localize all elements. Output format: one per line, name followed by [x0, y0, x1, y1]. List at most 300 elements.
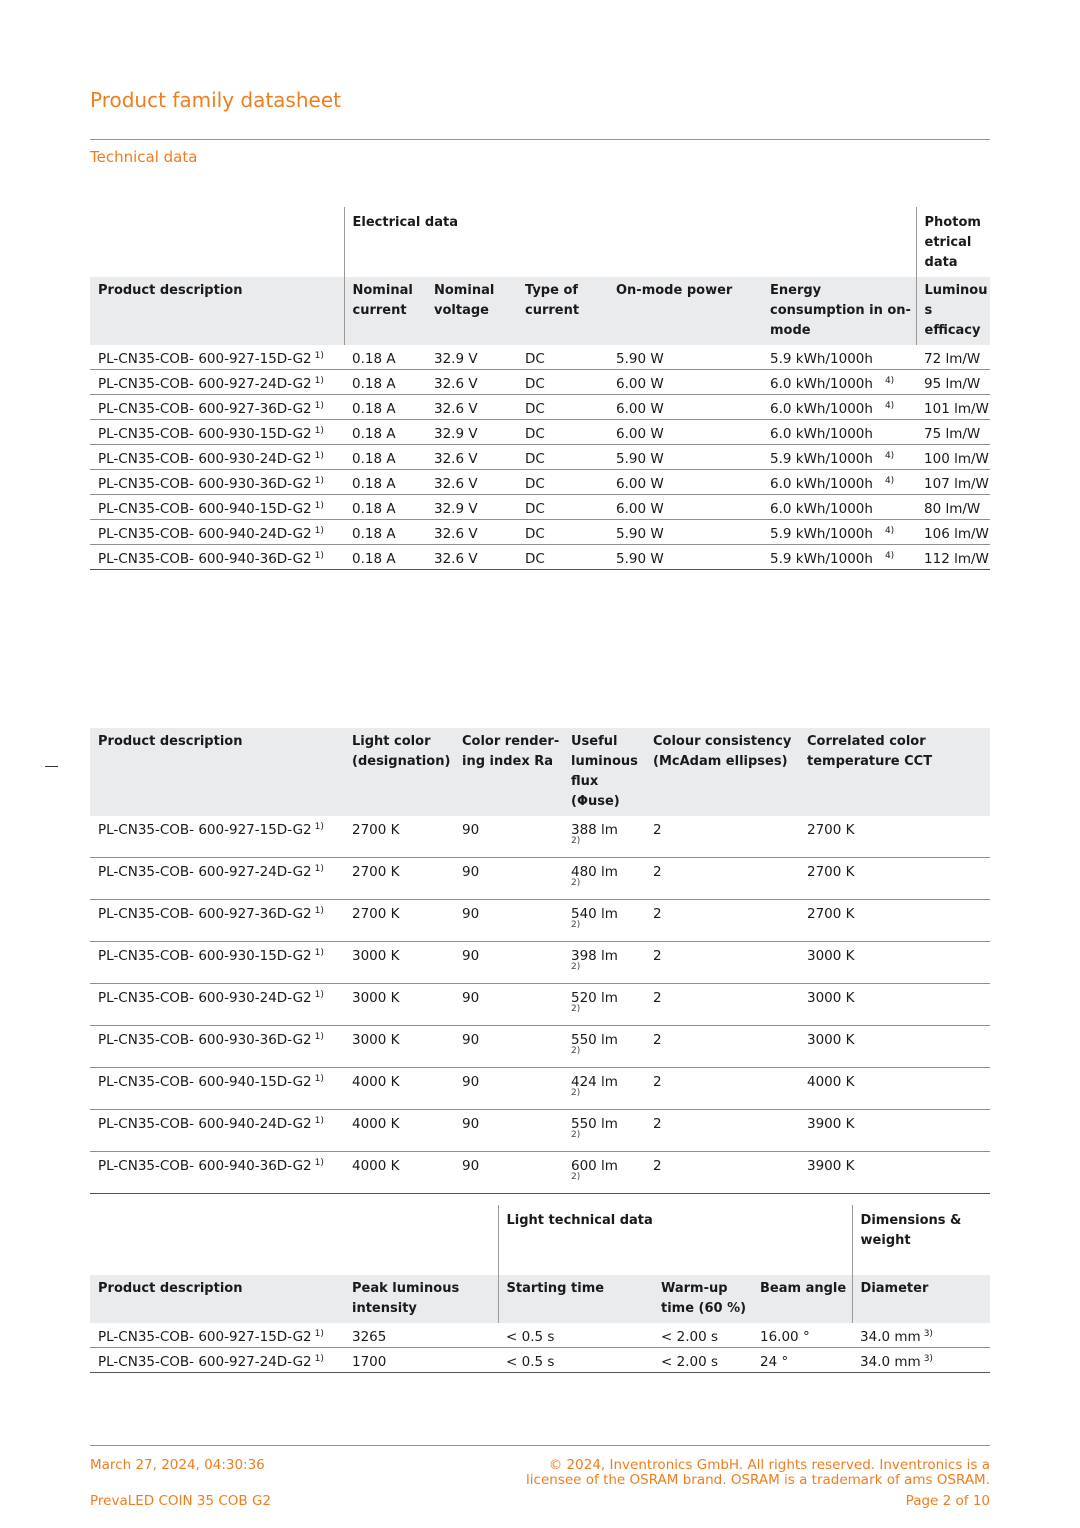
product-description — [90, 545, 344, 570]
energy-consumption — [762, 470, 916, 495]
on-mode-power-value: 6.00 W — [616, 501, 664, 517]
light-color — [344, 1068, 454, 1110]
nominal-voltage-value: 32.6 V — [434, 376, 478, 392]
cri — [454, 900, 563, 942]
nominal-voltage — [426, 545, 517, 570]
cri — [454, 984, 563, 1026]
footnote-ref: 3) — [923, 1354, 933, 1364]
footnote-ref: 1) — [314, 1158, 324, 1168]
cct-value: 3000 K — [807, 1032, 855, 1048]
nominal-current-value: 0.18 A — [352, 351, 396, 367]
product-description-value: PL-CN35-COB- 600-940-24D-G2 — [98, 1116, 312, 1132]
luminous-flux-value: 520 lm — [571, 990, 618, 1006]
starting-time — [498, 1348, 653, 1373]
table-row — [90, 942, 990, 984]
col-nominal-voltage: Nominal voltage — [426, 277, 517, 345]
product-description — [90, 1152, 344, 1194]
light-color-value: 2700 K — [352, 822, 400, 838]
product-description-value: PL-CN35-COB- 600-927-24D-G2 — [98, 1354, 312, 1370]
product-description — [90, 984, 344, 1026]
type-of-current-value: DC — [525, 526, 545, 542]
footnote-ref: 1) — [314, 401, 324, 411]
luminous-efficacy-value: 80 lm/W — [924, 501, 981, 517]
luminous-flux — [563, 1152, 645, 1194]
col-on-mode-power: On-mode power — [608, 277, 762, 345]
cri — [454, 1152, 563, 1194]
nominal-current — [344, 495, 426, 520]
product-description-value: PL-CN35-COB- 600-927-15D-G2 — [98, 822, 312, 838]
col-product-description: Product description — [90, 277, 344, 345]
product-description — [90, 495, 344, 520]
product-description-value: PL-CN35-COB- 600-927-36D-G2 — [98, 401, 312, 417]
table-row — [90, 420, 990, 445]
type-of-current-value: DC — [525, 551, 545, 567]
beam-angle-value: 24 ° — [760, 1354, 789, 1370]
footnote-ref: 1) — [314, 1329, 324, 1339]
table-row — [90, 1323, 990, 1348]
light-color — [344, 858, 454, 900]
product-description — [90, 370, 344, 395]
diameter-value: 34.0 mm — [860, 1329, 921, 1345]
type-of-current-value: DC — [525, 401, 545, 417]
on-mode-power-value: 6.00 W — [616, 376, 664, 392]
peak-intensity — [344, 1348, 498, 1373]
light-color — [344, 816, 454, 858]
copyright-line-1: © 2024, Inventronics GmbH. All rights reserved. Inventronics is a — [548, 1457, 990, 1473]
group-dimensions: Dimensions & weight — [852, 1205, 990, 1275]
on-mode-power — [608, 420, 762, 445]
luminous-efficacy — [916, 345, 990, 370]
nominal-current — [344, 520, 426, 545]
footnote-ref: 1) — [314, 526, 324, 536]
product-description — [90, 816, 344, 858]
table-row — [90, 370, 990, 395]
energy-consumption-value: 5.9 kWh/1000h — [770, 351, 873, 367]
product-description-value: PL-CN35-COB- 600-927-15D-G2 — [98, 1329, 312, 1345]
type-of-current-value: DC — [525, 376, 545, 392]
footnote-ref: 1) — [314, 476, 324, 486]
electrical-data-table — [90, 207, 990, 570]
luminous-efficacy-value: 106 lm/W — [924, 526, 989, 542]
starting-time-value: < 0.5 s — [506, 1354, 555, 1370]
footnote-ref: 1) — [314, 948, 324, 958]
on-mode-power — [608, 445, 762, 470]
colour-consistency-value: 2 — [653, 948, 662, 964]
nominal-voltage-value: 32.6 V — [434, 551, 478, 567]
luminous-efficacy — [916, 420, 990, 445]
cct-value: 3000 K — [807, 948, 855, 964]
cri-value: 90 — [462, 822, 480, 838]
luminous-flux — [563, 858, 645, 900]
table-row — [90, 345, 990, 370]
nominal-current — [344, 445, 426, 470]
on-mode-power — [608, 545, 762, 570]
nominal-voltage-value: 32.6 V — [434, 526, 478, 542]
luminous-efficacy-value: 112 lm/W — [924, 551, 989, 567]
table-row — [90, 495, 990, 520]
beam-angle-value: 16.00 ° — [760, 1329, 810, 1345]
footnote-ref: 1) — [314, 906, 324, 916]
energy-consumption-value: 5.9 kWh/1000h — [770, 551, 873, 567]
colour-consistency — [645, 858, 799, 900]
footnote-ref: 1) — [314, 864, 324, 874]
luminous-efficacy — [916, 470, 990, 495]
footnote-ref: 2) — [571, 1004, 581, 1014]
footnote-ref: 1) — [314, 351, 324, 361]
colour-consistency-value: 2 — [653, 1074, 662, 1090]
product-description-value: PL-CN35-COB- 600-940-36D-G2 — [98, 1158, 312, 1174]
on-mode-power-value: 5.90 W — [616, 526, 664, 542]
footnote-ref: 1) — [314, 451, 324, 461]
table-header — [90, 1275, 990, 1323]
group-light-technical: Light technical data — [498, 1205, 852, 1275]
product-description-value: PL-CN35-COB- 600-930-36D-G2 — [98, 476, 312, 492]
product-description — [90, 420, 344, 445]
nominal-voltage — [426, 395, 517, 420]
type-of-current-value: DC — [525, 501, 545, 517]
type-of-current — [517, 470, 608, 495]
cri-value: 90 — [462, 948, 480, 964]
cct-value: 4000 K — [807, 1074, 855, 1090]
product-description — [90, 900, 344, 942]
col-cct: Correlated color temperature CCT — [799, 728, 990, 816]
energy-consumption — [762, 395, 916, 420]
product-description-value: PL-CN35-COB- 600-930-24D-G2 — [98, 990, 312, 1006]
footnote-ref: 1) — [314, 501, 324, 511]
col-product-description: Product description — [90, 728, 344, 816]
light-color-value: 2700 K — [352, 864, 400, 880]
col-diameter: Diameter — [852, 1275, 990, 1323]
energy-consumption-value: 6.0 kWh/1000h — [770, 376, 873, 392]
nominal-current-value: 0.18 A — [352, 401, 396, 417]
footnote-ref: 4) — [884, 526, 895, 536]
footnote-ref: 1) — [314, 426, 324, 436]
footnote-ref: 2) — [571, 1088, 581, 1098]
nominal-current-value: 0.18 A — [352, 476, 396, 492]
col-luminous-efficacy: Luminou s efficacy — [916, 277, 990, 345]
energy-consumption — [762, 495, 916, 520]
nominal-voltage-value: 32.6 V — [434, 451, 478, 467]
nominal-current — [344, 545, 426, 570]
footnote-ref: 3) — [923, 1329, 933, 1339]
footnote-ref: 1) — [314, 1074, 324, 1084]
page-number: Page 2 of 10 — [905, 1493, 990, 1509]
col-starting-time: Starting time — [498, 1275, 653, 1323]
luminous-efficacy — [916, 395, 990, 420]
luminous-flux — [563, 900, 645, 942]
light-color-value: 2700 K — [352, 906, 400, 922]
footnote-ref: 2) — [571, 920, 581, 930]
footnote-ref: 2) — [571, 836, 581, 846]
energy-consumption — [762, 520, 916, 545]
nominal-voltage — [426, 445, 517, 470]
luminous-flux — [563, 1068, 645, 1110]
cri-value: 90 — [462, 990, 480, 1006]
cct — [799, 1026, 990, 1068]
footer-date: March 27, 2024, 04:30:36 — [90, 1457, 265, 1473]
luminous-efficacy-value: 101 lm/W — [924, 401, 989, 417]
luminous-flux-value: 550 lm — [571, 1032, 618, 1048]
colour-consistency — [645, 942, 799, 984]
footnote-ref: 2) — [571, 1172, 581, 1182]
section-title: Technical data — [90, 148, 198, 166]
footer-product-name: PrevaLED COIN 35 COB G2 — [90, 1493, 272, 1509]
luminous-efficacy — [916, 545, 990, 570]
footnote-ref: 2) — [571, 1130, 581, 1140]
on-mode-power-value: 6.00 W — [616, 426, 664, 442]
luminous-efficacy — [916, 495, 990, 520]
group-photometrical: Photom etrical data — [916, 207, 990, 277]
on-mode-power — [608, 370, 762, 395]
beam-angle — [752, 1323, 852, 1348]
luminous-flux — [563, 1110, 645, 1152]
table-row — [90, 900, 990, 942]
cct — [799, 1110, 990, 1152]
luminous-flux-value: 600 lm — [571, 1158, 618, 1174]
margin-mark — [45, 766, 58, 767]
cct-value: 3900 K — [807, 1116, 855, 1132]
nominal-voltage-value: 32.6 V — [434, 476, 478, 492]
cri-value: 90 — [462, 1032, 480, 1048]
light-color — [344, 984, 454, 1026]
product-description — [90, 942, 344, 984]
peak-intensity-value: 3265 — [352, 1329, 387, 1345]
nominal-voltage — [426, 420, 517, 445]
cri — [454, 1068, 563, 1110]
type-of-current — [517, 420, 608, 445]
col-type-of-current: Type of current — [517, 277, 608, 345]
colour-consistency-value: 2 — [653, 1116, 662, 1132]
footer-divider — [90, 1445, 990, 1446]
table-row — [90, 1026, 990, 1068]
footnote-ref: 2) — [571, 878, 581, 888]
luminous-flux-value: 388 lm — [571, 822, 618, 838]
type-of-current-value: DC — [525, 451, 545, 467]
light-color — [344, 1152, 454, 1194]
cri-value: 90 — [462, 1116, 480, 1132]
starting-time — [498, 1323, 653, 1348]
colour-consistency — [645, 900, 799, 942]
footnote-ref: 2) — [571, 1046, 581, 1056]
copyright-line-2: licensee of the OSRAM brand. OSRAM is a trademark of ams OSRAM. — [526, 1472, 990, 1488]
product-description-value: PL-CN35-COB- 600-927-15D-G2 — [98, 351, 312, 367]
diameter — [852, 1348, 990, 1373]
cri — [454, 816, 563, 858]
nominal-current — [344, 370, 426, 395]
product-description — [90, 395, 344, 420]
footnote-ref: 1) — [314, 1032, 324, 1042]
nominal-voltage-value: 32.9 V — [434, 351, 478, 367]
luminous-flux-value: 398 lm — [571, 948, 618, 964]
light-color-value: 4000 K — [352, 1074, 400, 1090]
footnote-ref: 4) — [884, 451, 895, 461]
light-color-value: 3000 K — [352, 948, 400, 964]
beam-angle — [752, 1348, 852, 1373]
footnote-ref: 4) — [884, 551, 895, 561]
cri-value: 90 — [462, 1074, 480, 1090]
energy-consumption — [762, 545, 916, 570]
header-divider — [90, 139, 990, 140]
colour-consistency — [645, 1110, 799, 1152]
energy-consumption-value: 6.0 kWh/1000h — [770, 476, 873, 492]
nominal-current-value: 0.18 A — [352, 551, 396, 567]
table-row — [90, 445, 990, 470]
luminous-flux — [563, 1026, 645, 1068]
nominal-voltage — [426, 520, 517, 545]
type-of-current — [517, 520, 608, 545]
warm-up-time-value: < 2.00 s — [661, 1354, 718, 1370]
energy-consumption — [762, 445, 916, 470]
luminous-flux-value: 550 lm — [571, 1116, 618, 1132]
colour-consistency — [645, 816, 799, 858]
starting-time-value: < 0.5 s — [506, 1329, 555, 1345]
table-header — [90, 277, 990, 345]
product-description — [90, 445, 344, 470]
cct-value: 2700 K — [807, 906, 855, 922]
cct — [799, 1152, 990, 1194]
table-row — [90, 816, 990, 858]
on-mode-power-value: 5.90 W — [616, 451, 664, 467]
diameter-value: 34.0 mm — [860, 1354, 921, 1370]
energy-consumption-value: 6.0 kWh/1000h — [770, 426, 873, 442]
nominal-voltage — [426, 370, 517, 395]
on-mode-power-value: 5.90 W — [616, 351, 664, 367]
on-mode-power-value: 6.00 W — [616, 476, 664, 492]
nominal-current — [344, 420, 426, 445]
cri — [454, 1110, 563, 1152]
colour-consistency-value: 2 — [653, 864, 662, 880]
col-warm-up-time: Warm-up time (60 %) — [653, 1275, 752, 1323]
col-luminous-flux: Useful luminous flux (Φuse) — [563, 728, 645, 816]
cct-value: 3000 K — [807, 990, 855, 1006]
luminous-efficacy-value: 100 lm/W — [924, 451, 989, 467]
product-description-value: PL-CN35-COB- 600-927-24D-G2 — [98, 864, 312, 880]
colour-consistency — [645, 1068, 799, 1110]
product-description-value: PL-CN35-COB- 600-930-36D-G2 — [98, 1032, 312, 1048]
table-row — [90, 470, 990, 495]
luminous-flux-value: 424 lm — [571, 1074, 618, 1090]
col-product-description: Product description — [90, 1275, 344, 1323]
table-row — [90, 858, 990, 900]
nominal-current-value: 0.18 A — [352, 426, 396, 442]
cri-value: 90 — [462, 1158, 480, 1174]
footnote-ref: 1) — [314, 376, 324, 386]
peak-intensity — [344, 1323, 498, 1348]
group-electrical: Electrical data — [344, 207, 916, 277]
colour-consistency-value: 2 — [653, 1158, 662, 1174]
cri — [454, 1026, 563, 1068]
document-title: Product family datasheet — [90, 88, 341, 112]
table-row — [90, 395, 990, 420]
footnote-ref: 1) — [314, 1116, 324, 1126]
colour-consistency — [645, 984, 799, 1026]
luminous-flux — [563, 942, 645, 984]
col-cri: Color render- ing index Ra — [454, 728, 563, 816]
cct — [799, 816, 990, 858]
product-description — [90, 1026, 344, 1068]
light-color — [344, 1026, 454, 1068]
nominal-voltage-value: 32.6 V — [434, 401, 478, 417]
on-mode-power-value: 5.90 W — [616, 551, 664, 567]
cri — [454, 858, 563, 900]
type-of-current-value: DC — [525, 426, 545, 442]
energy-consumption — [762, 370, 916, 395]
nominal-voltage — [426, 470, 517, 495]
col-nominal-current: Nominal current — [344, 277, 426, 345]
type-of-current-value: DC — [525, 476, 545, 492]
product-description-value: PL-CN35-COB- 600-940-36D-G2 — [98, 551, 312, 567]
product-description — [90, 1110, 344, 1152]
type-of-current — [517, 345, 608, 370]
energy-consumption — [762, 420, 916, 445]
cri-value: 90 — [462, 906, 480, 922]
product-description-value: PL-CN35-COB- 600-940-24D-G2 — [98, 526, 312, 542]
product-description — [90, 1068, 344, 1110]
colour-consistency — [645, 1152, 799, 1194]
cct-value: 2700 K — [807, 864, 855, 880]
col-colour-consistency: Colour consistency (McAdam ellipses) — [645, 728, 799, 816]
cct — [799, 1068, 990, 1110]
energy-consumption-value: 5.9 kWh/1000h — [770, 451, 873, 467]
table-row — [90, 1152, 990, 1194]
type-of-current-value: DC — [525, 351, 545, 367]
colour-consistency-value: 2 — [653, 906, 662, 922]
table-row — [90, 984, 990, 1026]
luminous-flux — [563, 816, 645, 858]
cct — [799, 942, 990, 984]
table-row — [90, 1068, 990, 1110]
footnote-ref: 4) — [884, 376, 895, 386]
nominal-voltage-value: 32.9 V — [434, 426, 478, 442]
on-mode-power — [608, 470, 762, 495]
product-description — [90, 1348, 344, 1373]
col-energy-consumption: Energy consumption in on-mode — [762, 277, 916, 345]
luminous-flux-value: 540 lm — [571, 906, 618, 922]
diameter — [852, 1323, 990, 1348]
table-row — [90, 520, 990, 545]
energy-consumption — [762, 345, 916, 370]
product-description-value: PL-CN35-COB- 600-927-24D-G2 — [98, 376, 312, 392]
type-of-current — [517, 370, 608, 395]
footnote-ref: 1) — [314, 822, 324, 832]
product-description — [90, 345, 344, 370]
on-mode-power — [608, 345, 762, 370]
type-of-current — [517, 545, 608, 570]
cri-value: 90 — [462, 864, 480, 880]
table-row — [90, 1110, 990, 1152]
product-description-value: PL-CN35-COB- 600-927-36D-G2 — [98, 906, 312, 922]
product-description — [90, 520, 344, 545]
peak-intensity-value: 1700 — [352, 1354, 387, 1370]
warm-up-time — [653, 1323, 752, 1348]
product-description-value: PL-CN35-COB- 600-940-15D-G2 — [98, 1074, 312, 1090]
nominal-current — [344, 395, 426, 420]
on-mode-power — [608, 520, 762, 545]
warm-up-time — [653, 1348, 752, 1373]
energy-consumption-value: 6.0 kWh/1000h — [770, 401, 873, 417]
color-data-table — [90, 728, 990, 1194]
nominal-voltage — [426, 345, 517, 370]
light-color — [344, 900, 454, 942]
colour-consistency-value: 2 — [653, 822, 662, 838]
light-technical-table — [90, 1205, 990, 1373]
nominal-current-value: 0.18 A — [352, 526, 396, 542]
cri — [454, 942, 563, 984]
type-of-current — [517, 495, 608, 520]
footnote-ref: 1) — [314, 551, 324, 561]
nominal-current-value: 0.18 A — [352, 451, 396, 467]
footnote-ref: 2) — [571, 962, 581, 972]
